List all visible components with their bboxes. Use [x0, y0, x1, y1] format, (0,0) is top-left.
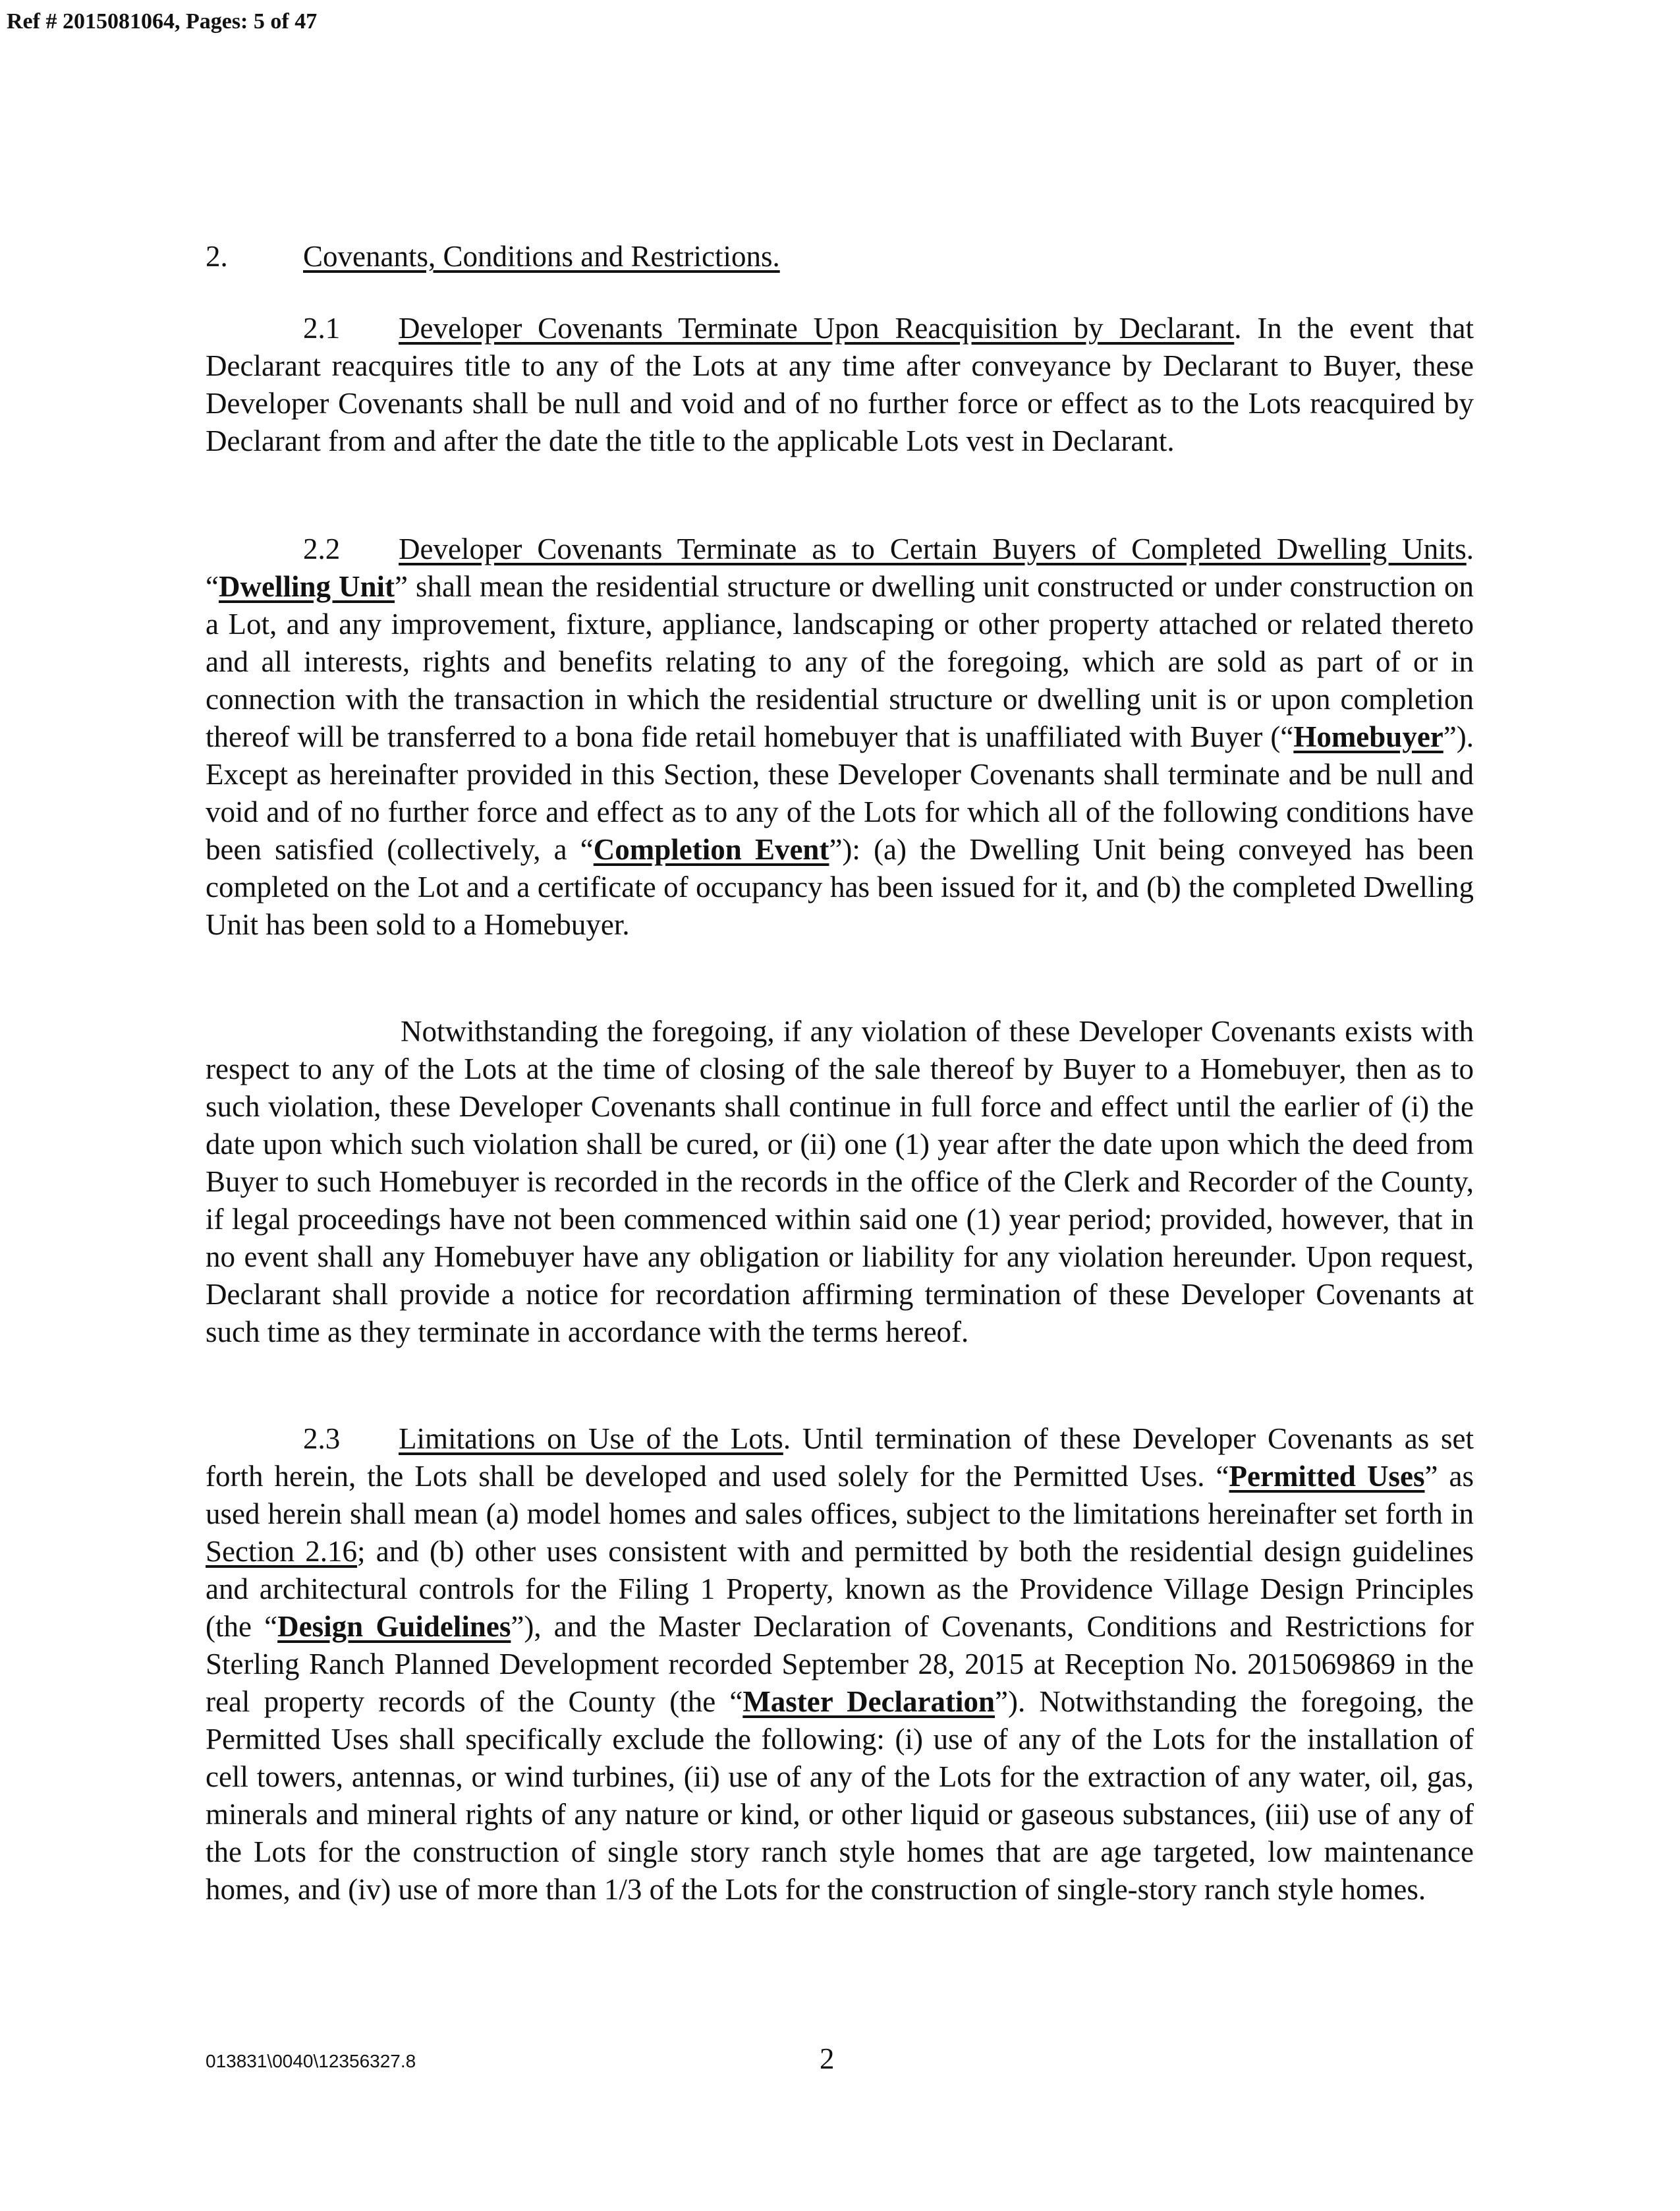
paragraph-2-2 [206, 531, 1474, 944]
paragraph-body: ”), and the Master Declaration of Covenants, Conditions and Restrictions for Sterling Ranch Planned Development recorded September 28, 2015 at Reception No. 2015069869 in the real property records of the County (the “ [206, 1610, 1474, 1718]
paragraph-number: 2.2 [303, 532, 341, 565]
paragraph-body: ” as used herein shall mean (a) model homes and sales offices, subject to the limitations hereinafter set forth in [206, 1460, 1474, 1530]
section-heading [206, 237, 780, 275]
section-title: Covenants, Conditions and Restrictions. [303, 240, 780, 273]
paragraph-body: ” shall mean the residential structure or dwelling unit constructed or under construction on a Lot, and any improvement, fixture, appliance, landscaping or other property attached or related thereto and all interests, rights and benefits relating to any of the foregoing, which are sold as part of or in connection with the transaction in which the residential structure or dwelling unit is or upon completion thereof will be transferred to a bona fide retail homebuyer that is unaffiliated with Buyer (“ [206, 570, 1474, 753]
defined-term-permitted-uses: Permitted Uses [1229, 1460, 1425, 1493]
defined-term-dwelling-unit: Dwelling Unit [218, 570, 395, 603]
defined-term-homebuyer: Homebuyer [1293, 720, 1443, 753]
paragraph-body: ”). Except as hereinafter provided in this Section, these Developer Covenants shall terminate and be null and void and of no further force and effect as to any of the Lots for which all of the following conditions have been satisfied (collectively, a “ [206, 720, 1474, 866]
footer-page-number: 2 [820, 2042, 835, 2075]
paragraph-2-1 [206, 310, 1474, 460]
paragraph-heading: Developer Covenants Terminate as to Certain Buyers of Completed Dwelling Units [399, 532, 1467, 565]
defined-term-master-declaration: Master Declaration [742, 1685, 995, 1718]
defined-term-completion-event: Completion Event [593, 833, 829, 866]
paragraph-2-2-continued: Notwithstanding the foregoing, if any violation of these Developer Covenants exists with respect to any of the Lots at the time of closing of the sale thereof by Buyer to a Homebuyer, then as to such violation, these Developer Covenants shall continue in full force and effect until the earlier of (i) the date upon which such violation shall be cured, or (ii) one (1) year after the date upon which the deed from Buyer to such Homebuyer is recorded in the records in the office of the Clerk and Recorder of the County, if legal proceedings have not been commenced within said one (1) year period; provided, however, that in no event shall any Homebuyer have any obligation or liability for any violation hereunder. Upon request, Declarant shall provide a notice for recordation affirming termination of these Developer Covenants at such time as they terminate in accordance with the terms hereof. [206, 1015, 1474, 1348]
paragraph-2-3 [206, 1420, 1474, 1909]
section-reference: Section 2.16 [206, 1535, 358, 1568]
paragraph-heading: Limitations on Use of the Lots [399, 1422, 783, 1455]
paragraph-heading: Developer Covenants Terminate Upon Reacquisition by Declarant [399, 312, 1235, 345]
section-number: 2. [206, 240, 228, 273]
paragraph-body: ”). Notwithstanding the foregoing, the Permitted Uses shall specifically exclude the following: (i) use of any of the Lots for the installation of cell towers, antennas, or wind turbines, (ii) use of any of the Lots for the extraction of any water, oil, gas, minerals and mineral rights of any nature or kind, or other liquid or gaseous substances, (iii) use of any of the Lots for the construction of single story ranch style homes that are age targeted, low maintenance homes, and (iv) use of more than 1/3 of the Lots for the construction of single-story ranch style homes. [206, 1685, 1474, 1906]
recording-reference: Ref # 2015081064, Pages: 5 of 47 [7, 9, 318, 34]
paragraph-number: 2.3 [303, 1422, 341, 1455]
footer-document-id: 013831\0040\12356327.8 [206, 2051, 416, 2071]
paragraph-body: ; and (b) other uses consistent with and permitted by both the residential design guidelines and architectural controls for the Filing 1 Property, known as the Providence Village Design Principles (the “ [206, 1535, 1474, 1643]
paragraph-number: 2.1 [303, 312, 341, 345]
defined-term-design-guidelines: Design Guidelines [277, 1610, 511, 1643]
paragraph-body: . Until termination of these Developer Covenants as set forth herein, the Lots shall be developed and used solely for the Permitted Uses. “ [206, 1422, 1474, 1493]
paragraph-body: ”): (a) the Dwelling Unit being conveyed has been completed on the Lot and a certificate of occupancy has been issued for it, and (b) the completed Dwelling Unit has been sold to a Homebuyer. [206, 833, 1474, 941]
paragraph-body: . In the event that Declarant reacquires title to any of the Lots at any time after conveyance by Declarant to Buyer, these Developer Covenants shall be null and void and of no further force or effect as to the Lots reacquired by Declarant from and after the date the title to the applicable Lots vest in Declarant. [206, 312, 1474, 457]
paragraph-body: . “ [206, 532, 1474, 603]
